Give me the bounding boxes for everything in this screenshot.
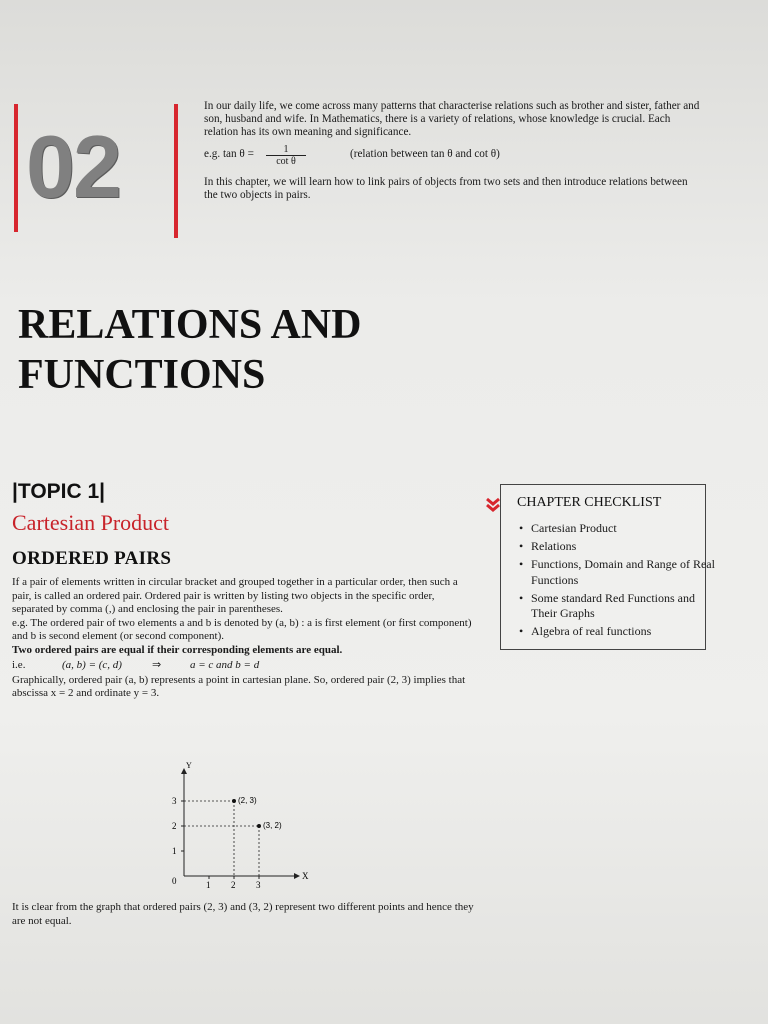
equality-row bbox=[12, 658, 474, 674]
y-tick-label: 1 bbox=[172, 846, 177, 856]
ordered-pairs-text bbox=[12, 576, 474, 701]
ordered-pair-graph bbox=[160, 760, 310, 890]
point-guides bbox=[184, 801, 259, 876]
x-tick-label: 2 bbox=[231, 880, 236, 890]
ie-result: a = c and b = d bbox=[190, 658, 260, 671]
x-axis-arrow bbox=[294, 873, 300, 879]
chapter-bar-right bbox=[174, 104, 178, 238]
example-note: (relation between tan θ and cot θ) bbox=[350, 147, 500, 160]
x-tick-label: 3 bbox=[256, 880, 261, 890]
example-fraction bbox=[266, 144, 306, 168]
graph-points bbox=[232, 796, 282, 830]
checklist-item: • Cartesian Product bbox=[531, 521, 717, 536]
chapter-number: 02 bbox=[26, 117, 120, 216]
ie-equation: (a, b) = (c, d) bbox=[62, 658, 122, 671]
checklist-item: • Algebra of real functions bbox=[531, 624, 717, 639]
y-tick-labels bbox=[172, 796, 184, 856]
topic-heading: |TOPIC 1| bbox=[12, 480, 106, 503]
intro-paragraph-2: In this chapter, we will learn how to link pairs of objects from two sets and then introduce relations between the two objects in pairs. bbox=[204, 175, 688, 201]
intro-example bbox=[204, 144, 704, 170]
x-axis-label: X bbox=[302, 871, 309, 881]
graph-point bbox=[232, 799, 236, 803]
conclusion-text: It is clear from the graph that ordered pairs (2, 3) and (3, 2) represent two different points and hence they are not equal. bbox=[12, 901, 474, 927]
chapter-number-block bbox=[14, 104, 184, 238]
body-paragraph-1: If a pair of elements written in circular bracket and grouped together in a particular order, then such a pair, is called an ordered pair. Ordered pair is written by listing two objects in the specific order, separated by comma (,) and enclosing the pair in parentheses. bbox=[12, 576, 458, 616]
fraction-denominator: cot θ bbox=[276, 155, 296, 167]
graph-point-label: (3, 2) bbox=[263, 821, 282, 830]
chapter-title bbox=[18, 300, 618, 400]
graph-point bbox=[257, 824, 261, 828]
chapter-title-line-1: RELATIONS AND bbox=[18, 302, 362, 348]
y-tick-label: 2 bbox=[172, 821, 177, 831]
graph-point-label: (2, 3) bbox=[238, 796, 257, 805]
checklist-item: • Relations bbox=[531, 539, 717, 554]
graph-conclusion bbox=[12, 900, 474, 928]
x-tick-labels bbox=[206, 876, 261, 890]
ie-label: i.e. bbox=[12, 658, 26, 671]
example-label: e.g. tan θ = bbox=[204, 147, 254, 160]
x-tick-label: 1 bbox=[206, 880, 211, 890]
checklist-item: • Functions, Domain and Range of Real Functions bbox=[531, 557, 717, 587]
checklist-items bbox=[517, 521, 717, 642]
chapter-bar-left bbox=[14, 104, 18, 232]
checklist-item: • Some standard Red Functions and Their Graphs bbox=[531, 591, 717, 621]
implies-arrow: ⇒ bbox=[152, 658, 162, 671]
topic-name: Cartesian Product bbox=[12, 510, 170, 535]
section-heading: ORDERED PAIRS bbox=[12, 548, 172, 569]
y-tick-label: 3 bbox=[172, 796, 177, 806]
body-paragraph-3: Two ordered pairs are equal if their corresponding elements are equal. bbox=[12, 643, 343, 656]
checklist-title: CHAPTER CHECKLIST bbox=[517, 495, 662, 510]
y-axis-label: Y bbox=[186, 761, 192, 770]
chapter-checklist bbox=[500, 484, 715, 650]
body-paragraph-2: e.g. The ordered pair of two elements a and b is denoted by (a, b) : a is first element (or first component) and b is second element (or second component). bbox=[12, 616, 472, 643]
origin-label: 0 bbox=[172, 876, 177, 886]
body-paragraph-4: Graphically, ordered pair (a, b) represents a point in cartesian plane. So, ordered pair (2, 3) implies that abscissa x = 2 and ordinate y = 3. bbox=[12, 673, 466, 700]
fraction-numerator: 1 bbox=[266, 144, 306, 156]
chapter-intro bbox=[204, 100, 704, 206]
intro-paragraph-1: In our daily life, we come across many patterns that characterise relations such as brother and sister, father and son, husband and wife. In Mathematics, there is a variety of relations, whose knowledge is crucial. Each relation has its own meaning and significance. bbox=[204, 100, 700, 139]
chapter-title-line-2: FUNCTIONS bbox=[18, 352, 266, 398]
